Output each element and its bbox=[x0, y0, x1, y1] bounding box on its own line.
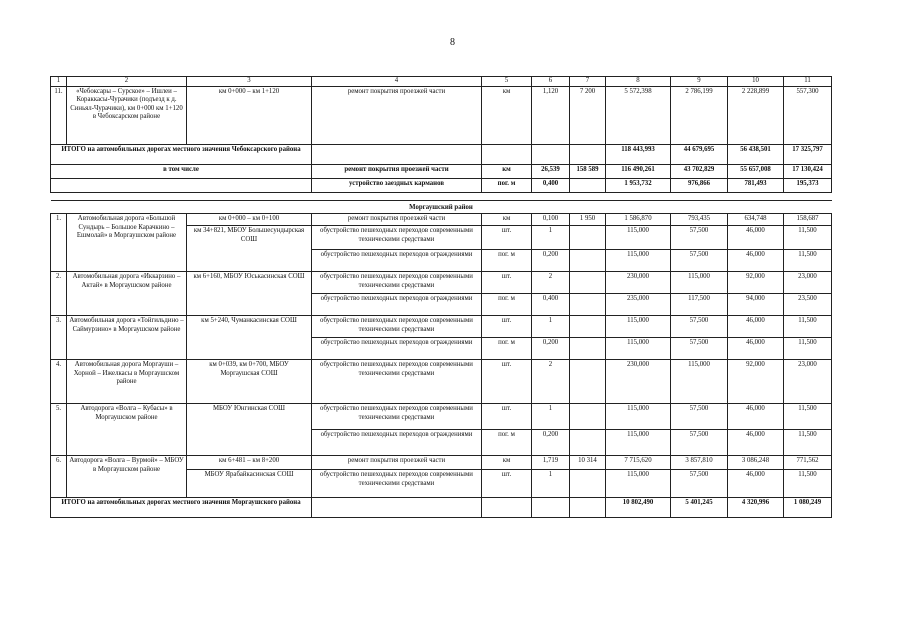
amount-col10: 781,493 bbox=[728, 179, 784, 193]
amount-col9: 2 786,199 bbox=[671, 87, 728, 145]
col-num: 4 bbox=[312, 77, 482, 87]
area: 1 950 bbox=[570, 214, 606, 226]
table-row bbox=[51, 360, 832, 404]
unit: шт. bbox=[482, 316, 532, 338]
road-name: Автомобильная дорога «Большой Сундырь – Большое Карачкино – Ешмолай» в Моргаушском районе bbox=[67, 214, 187, 272]
row-number: 2. bbox=[51, 272, 67, 316]
unit: км bbox=[482, 87, 532, 145]
row-number: 11. bbox=[51, 87, 67, 145]
amount-col9: 793,435 bbox=[671, 214, 728, 226]
col-num: 3 bbox=[187, 77, 312, 87]
amount-col10: 2 228,899 bbox=[728, 87, 784, 145]
unit: пог. м bbox=[482, 250, 532, 272]
road-section: км 34+821, МБОУ Большесундырская СОШ bbox=[187, 226, 312, 272]
amount-col10: 46,000 bbox=[728, 470, 784, 498]
amount-col11: 557,300 bbox=[784, 87, 832, 145]
unit: км bbox=[482, 214, 532, 226]
amount-col11: 11,500 bbox=[784, 470, 832, 498]
unit: пог. м bbox=[482, 294, 532, 316]
amount-col11: 17 325,797 bbox=[784, 145, 832, 165]
amount-col11: 11,500 bbox=[784, 338, 832, 360]
amount-col9: 115,000 bbox=[671, 272, 728, 294]
unit: км bbox=[482, 456, 532, 470]
amount-col10: 94,000 bbox=[728, 294, 784, 316]
amount-col9: 57,500 bbox=[671, 404, 728, 430]
road-name: Автодорога «Волга – Вурмой» – МБОУ в Моргаушском районе bbox=[67, 456, 187, 498]
table-row bbox=[51, 214, 832, 226]
quantity: 0,400 bbox=[532, 294, 570, 316]
road-section: МБОУ Ярабайкасинская СОШ bbox=[187, 470, 312, 498]
breakdown-row bbox=[51, 165, 832, 179]
amount-col11: 158,687 bbox=[784, 214, 832, 226]
area: 7 200 bbox=[570, 87, 606, 145]
work-type: обустройство пешеходных переходов современными техническими средствами bbox=[312, 272, 482, 294]
row-number: 1. bbox=[51, 214, 67, 272]
col-num: 5 bbox=[482, 77, 532, 87]
amount-col10: 92,000 bbox=[728, 272, 784, 294]
amount-col10: 46,000 bbox=[728, 316, 784, 338]
col-num: 1 bbox=[51, 77, 67, 87]
row-number: 3. bbox=[51, 316, 67, 360]
quantity: 0,400 bbox=[532, 179, 570, 193]
amount-total: 116 490,261 bbox=[606, 165, 671, 179]
amount-total: 10 802,490 bbox=[606, 498, 671, 518]
road-section: км 6+160, МБОУ Юськасинская СОШ bbox=[187, 272, 312, 316]
quantity: 1,120 bbox=[532, 87, 570, 145]
quantity: 2 bbox=[532, 360, 570, 404]
budget-table bbox=[50, 76, 832, 518]
amount-col9: 44 679,695 bbox=[671, 145, 728, 165]
amount-total: 5 572,398 bbox=[606, 87, 671, 145]
amount-col10: 92,000 bbox=[728, 360, 784, 404]
amount-total: 115,000 bbox=[606, 338, 671, 360]
table-row bbox=[51, 272, 832, 294]
col-num: 11 bbox=[784, 77, 832, 87]
amount-col11: 1 080,249 bbox=[784, 498, 832, 518]
amount-col10: 46,000 bbox=[728, 226, 784, 250]
road-section: км 0+000 – км 1+120 bbox=[187, 87, 312, 145]
amount-col9: 3 857,810 bbox=[671, 456, 728, 470]
road-section: км 0+039, км 0+700, МБОУ Моргаушская СОШ bbox=[187, 360, 312, 404]
amount-col9: 57,500 bbox=[671, 316, 728, 338]
row-number: 5. bbox=[51, 404, 67, 456]
col-num: 7 bbox=[570, 77, 606, 87]
page-number: 8 bbox=[450, 37, 455, 48]
total-label: ИТОГО на автомобильных дорогах местного значения Чебоксарского района bbox=[51, 145, 312, 165]
amount-col9: 43 702,829 bbox=[671, 165, 728, 179]
unit: пог. м bbox=[482, 430, 532, 456]
breakdown-label: в том числе bbox=[51, 165, 312, 179]
amount-col9: 976,866 bbox=[671, 179, 728, 193]
work-type: обустройство пешеходных переходов ограждениями bbox=[312, 250, 482, 272]
work-type: обустройство пешеходных переходов современными техническими средствами bbox=[312, 404, 482, 430]
amount-col10: 3 086,248 bbox=[728, 456, 784, 470]
amount-total: 115,000 bbox=[606, 470, 671, 498]
amount-col9: 57,500 bbox=[671, 226, 728, 250]
table-row bbox=[51, 456, 832, 470]
unit: шт. bbox=[482, 404, 532, 430]
amount-col11: 11,500 bbox=[784, 430, 832, 456]
amount-total: 230,000 bbox=[606, 272, 671, 294]
breakdown-row bbox=[51, 179, 832, 193]
work-type: обустройство пешеходных переходов ограждениями bbox=[312, 294, 482, 316]
col-num: 6 bbox=[532, 77, 570, 87]
amount-col11: 195,373 bbox=[784, 179, 832, 193]
road-name: Автомобильная дорога «Тойгильдино – Саймурзино» в Моргаушском районе bbox=[67, 316, 187, 360]
amount-col11: 23,000 bbox=[784, 360, 832, 404]
amount-total: 1 953,732 bbox=[606, 179, 671, 193]
unit: шт. bbox=[482, 470, 532, 498]
col-num: 10 bbox=[728, 77, 784, 87]
amount-total: 115,000 bbox=[606, 250, 671, 272]
work-type: ремонт покрытия проезжей части bbox=[312, 165, 482, 179]
amount-col9: 57,500 bbox=[671, 430, 728, 456]
amount-col10: 46,000 bbox=[728, 250, 784, 272]
table-row bbox=[51, 404, 832, 430]
work-type: обустройство пешеходных переходов современными техническими средствами bbox=[312, 226, 482, 250]
amount-col9: 117,500 bbox=[671, 294, 728, 316]
amount-col11: 23,000 bbox=[784, 272, 832, 294]
work-type: обустройство пешеходных переходов современными техническими средствами bbox=[312, 316, 482, 338]
quantity: 1 bbox=[532, 316, 570, 338]
work-type: ремонт покрытия проезжей части bbox=[312, 214, 482, 226]
row-number: 6. bbox=[51, 456, 67, 498]
road-section: км 0+000 – км 0+100 bbox=[187, 214, 312, 226]
col-num: 8 bbox=[606, 77, 671, 87]
amount-col9: 57,500 bbox=[671, 470, 728, 498]
amount-col11: 11,500 bbox=[784, 404, 832, 430]
amount-total: 115,000 bbox=[606, 404, 671, 430]
work-type: ремонт покрытия проезжей части bbox=[312, 87, 482, 145]
unit: шт. bbox=[482, 226, 532, 250]
amount-col10: 46,000 bbox=[728, 338, 784, 360]
quantity: 0,200 bbox=[532, 250, 570, 272]
amount-total: 1 586,870 bbox=[606, 214, 671, 226]
total-label: ИТОГО на автомобильных дорогах местного значения Моргаушского района bbox=[51, 498, 312, 518]
road-section: МБОУ Юнгинская СОШ bbox=[187, 404, 312, 456]
amount-col11: 771,562 bbox=[784, 456, 832, 470]
amount-total: 7 715,620 bbox=[606, 456, 671, 470]
amount-total: 118 443,993 bbox=[606, 145, 671, 165]
quantity: 0,200 bbox=[532, 430, 570, 456]
amount-col11: 23,500 bbox=[784, 294, 832, 316]
road-name: Автодорога «Волга – Кубасы» в Моргаушском районе bbox=[67, 404, 187, 456]
work-type: обустройство пешеходных переходов ограждениями bbox=[312, 430, 482, 456]
amount-col9: 57,500 bbox=[671, 338, 728, 360]
district-heading-row bbox=[51, 201, 832, 214]
district-heading: Моргаушский район bbox=[51, 201, 832, 214]
unit: шт. bbox=[482, 272, 532, 294]
table-row bbox=[51, 87, 832, 145]
amount-col11: 11,500 bbox=[784, 250, 832, 272]
quantity: 1 bbox=[532, 470, 570, 498]
amount-col11: 11,500 bbox=[784, 226, 832, 250]
amount-col11: 17 130,424 bbox=[784, 165, 832, 179]
amount-col10: 634,748 bbox=[728, 214, 784, 226]
road-name: Автомобильная дорога Моргауши – Хорной – Ижелкасы в Моргаушском районе bbox=[67, 360, 187, 404]
area: 10 314 bbox=[570, 456, 606, 470]
road-name: Автомобильная дорога «Иккарзино – Актай» в Моргаушском районе bbox=[67, 272, 187, 316]
unit: пог. м bbox=[482, 338, 532, 360]
column-number-row bbox=[51, 77, 832, 87]
amount-total: 235,000 bbox=[606, 294, 671, 316]
work-type: ремонт покрытия проезжей части bbox=[312, 456, 482, 470]
amount-col9: 115,000 bbox=[671, 360, 728, 404]
amount-total: 230,000 bbox=[606, 360, 671, 404]
work-type: обустройство пешеходных переходов современными техническими средствами bbox=[312, 470, 482, 498]
unit: шт. bbox=[482, 360, 532, 404]
amount-col11: 11,500 bbox=[784, 316, 832, 338]
road-section: км 6+481 – км 8+200 bbox=[187, 456, 312, 470]
road-section: км 5+240, Чуманкасинская СОШ bbox=[187, 316, 312, 360]
quantity: 1 bbox=[532, 404, 570, 430]
amount-total: 115,000 bbox=[606, 226, 671, 250]
amount-col9: 5 401,245 bbox=[671, 498, 728, 518]
quantity: 26,539 bbox=[532, 165, 570, 179]
amount-total: 115,000 bbox=[606, 430, 671, 456]
work-type: устройство заездных карманов bbox=[312, 179, 482, 193]
work-type: обустройство пешеходных переходов современными техническими средствами bbox=[312, 360, 482, 404]
amount-col10: 46,000 bbox=[728, 430, 784, 456]
quantity: 2 bbox=[532, 272, 570, 294]
work-type: обустройство пешеходных переходов ограждениями bbox=[312, 338, 482, 360]
row-number: 4. bbox=[51, 360, 67, 404]
quantity: 1 bbox=[532, 226, 570, 250]
area: 158 589 bbox=[570, 165, 606, 179]
amount-col10: 4 320,996 bbox=[728, 498, 784, 518]
col-num: 2 bbox=[67, 77, 187, 87]
col-num: 9 bbox=[671, 77, 728, 87]
amount-col10: 55 657,008 bbox=[728, 165, 784, 179]
table-row bbox=[51, 316, 832, 338]
district-total-row bbox=[51, 498, 832, 518]
amount-col10: 56 438,501 bbox=[728, 145, 784, 165]
unit: пог. м bbox=[482, 179, 532, 193]
amount-col9: 57,500 bbox=[671, 250, 728, 272]
district-total-row bbox=[51, 145, 832, 165]
road-name: «Чебоксары – Сурское» – Ишлеи – Кораккасы-Чурачики (подъезд к д. Синьял-Чурачики), км 0+000 км 1+120 в Чебоксарском районе bbox=[67, 87, 187, 145]
quantity: 0,200 bbox=[532, 338, 570, 360]
quantity: 0,100 bbox=[532, 214, 570, 226]
quantity: 1,719 bbox=[532, 456, 570, 470]
amount-total: 115,000 bbox=[606, 316, 671, 338]
unit: км bbox=[482, 165, 532, 179]
amount-col10: 46,000 bbox=[728, 404, 784, 430]
